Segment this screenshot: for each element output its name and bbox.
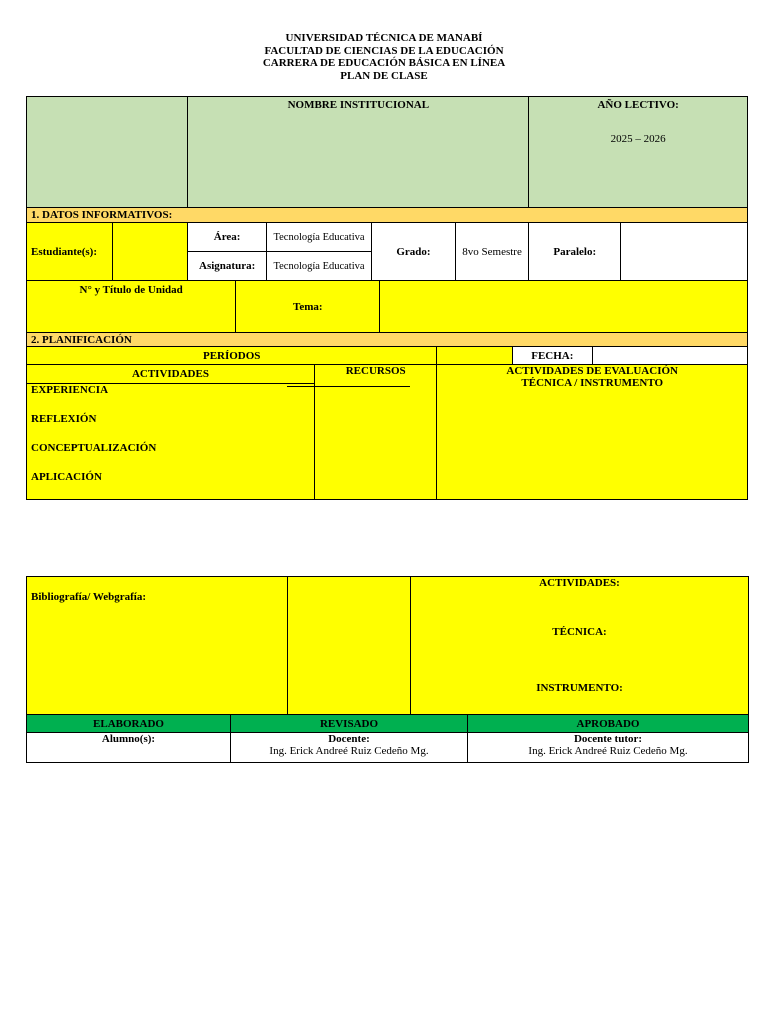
student-label: Estudiante(s): [31,245,98,258]
tutor-signature-cell[interactable] [468,733,749,763]
phase-experiencia: EXPERIENCIA [31,384,109,396]
tutor-label: Docente tutor: [573,733,643,745]
section-datos-informativos [27,208,748,223]
topic-field[interactable] [380,281,748,333]
bottom-table [26,576,749,763]
area-label: Área: [213,231,241,243]
subject-value: Tecnología Educativa [273,260,365,272]
evaluation-column[interactable] [437,365,748,500]
parallel-label-cell [529,223,621,281]
school-year-cell[interactable] [529,97,748,208]
periods-field[interactable] [437,347,513,365]
reviewed-label: REVISADO [319,717,379,730]
faculty-name: FACULTAD DE CIENCIAS DE LA EDUCACIÓN [264,44,504,57]
bottom-resources-field[interactable] [288,577,411,715]
school-year-label: AÑO LECTIVO: [597,99,679,111]
periods-cell [27,347,437,365]
grade-value-cell[interactable] [455,223,529,281]
unit-label: N° y Título de Unidad [79,284,183,296]
activities-header [27,365,315,384]
teacher-label: Docente: [328,733,370,745]
topic-label: Tema: [293,300,323,313]
activities-body[interactable] [27,384,315,500]
tutor-name: Ing. Erick Andreé Ruiz Cedeño Mg. [528,745,688,757]
document-title: PLAN DE CLASE [340,69,428,82]
resources-column[interactable] [314,365,437,500]
phase-reflexion: REFLEXIÓN [31,413,97,425]
area-label-cell [188,223,267,252]
school-year-value: 2025 – 2026 [610,133,666,145]
bottom-evaluation-cell[interactable] [411,577,749,715]
resources-label: RECURSOS [345,365,406,377]
grade-label-cell [372,223,456,281]
approved-header [468,715,749,733]
area-value-cell[interactable] [266,223,371,252]
grade-value: 8vo Semestre [462,245,522,258]
area-value: Tecnología Educativa [273,231,365,243]
student-signature-cell[interactable] [27,733,231,763]
periods-label: PERÍODOS [202,349,261,362]
resources-divider [287,386,410,387]
evaluation-label-1: ACTIVIDADES DE EVALUACIÓN [506,365,678,377]
document-header [0,32,768,82]
approved-label: APROBADO [576,717,640,730]
evaluation-label-2: TÉCNICA / INSTRUMENTO [521,377,664,389]
plan-table [26,96,748,500]
parallel-field[interactable] [621,223,748,281]
subject-label-cell [188,252,267,281]
bottom-activities-label: ACTIVIDADES: [539,577,620,589]
elaborated-label: ELABORADO [93,717,164,730]
grade-label: Grado: [396,245,431,258]
parallel-label: Paralelo: [553,245,597,258]
phase-conceptualizacion: CONCEPTUALIZACIÓN [31,442,157,454]
section-planificacion [27,333,748,347]
instrument-label: INSTRUMENTO: [536,682,623,694]
subject-label: Asignatura: [199,260,256,272]
date-label-cell [512,347,592,365]
student-signature-label: Alumno(s): [101,733,156,745]
reviewed-header [231,715,468,733]
technique-label: TÉCNICA: [552,626,607,638]
teacher-signature-cell[interactable] [231,733,468,763]
career-name: CARRERA DE EDUCACIÓN BÁSICA EN LÍNEA [262,57,506,69]
activities-label: ACTIVIDADES [131,368,209,380]
date-label: FECHA: [531,349,574,362]
subject-value-cell[interactable] [266,252,371,281]
institution-name-label: NOMBRE INSTITUCIONAL [287,99,430,111]
phase-aplicacion: APLICACIÓN [31,471,102,483]
section1-title: 1. DATOS INFORMATIVOS: [31,209,173,221]
teacher-name: Ing. Erick Andreé Ruiz Cedeño Mg. [269,745,429,757]
student-label-cell [27,223,113,281]
section2-title: 2. PLANIFICACIÓN [31,333,132,346]
bibliography-label: Bibliografía/ Webgrafía: [31,591,146,603]
student-field[interactable] [112,223,188,281]
date-field[interactable] [592,347,747,365]
topic-label-cell [236,281,380,333]
bibliography-cell[interactable] [27,577,288,715]
institution-name-cell[interactable] [188,97,529,208]
unit-label-cell[interactable] [27,281,236,333]
university-name: UNIVERSIDAD TÉCNICA DE MANABÍ [285,32,483,44]
logo-cell [27,97,188,208]
elaborated-header [27,715,231,733]
